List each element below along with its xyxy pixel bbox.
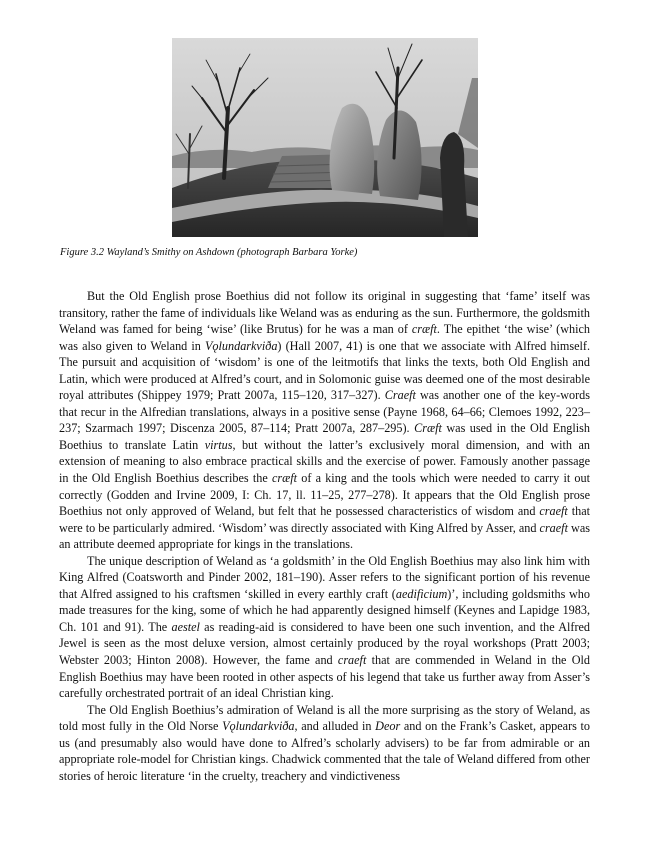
figure-photo — [172, 38, 478, 237]
italic-term: aedificium — [395, 586, 448, 601]
text-run: was an attribute deemed appropriate for kings in the translations. — [59, 520, 590, 552]
italic-term: aestel — [171, 619, 200, 634]
text-run: was used in the Old English Boethius to translate Latin — [59, 421, 591, 452]
text-run: of a king and the tools which were needed to carry it out correctly (Godden and Irvine 2009, I: Ch. 17, ll. 11–25, 277–278). It appears that the Old English prose Boethius not only approved of Weland, but felt that he possessed characteristics of wisdom and — [59, 471, 591, 519]
italic-term: Deor — [375, 719, 401, 734]
text-run: . The epithet ‘the wise’ (which was also given to Weland in — [59, 322, 590, 353]
italic-term: cræft — [271, 471, 298, 486]
text-run: that were to be particularly admired. ‘Wisdom’ was directly associated with King Alfred by Asser, and — [59, 504, 590, 535]
paragraph — [59, 553, 590, 702]
text-run: But the Old English prose Boethius did not follow its original in suggesting that ‘fame’ itself was transitory, rather the fame of individuals like Weland was as enduring as the sun. Furthermore, the goldsmith Weland was famed for being ‘wise’ (like Brutus) for he was a man of — [59, 289, 590, 337]
body-text — [59, 288, 590, 784]
text-run: , and alluded in — [294, 719, 376, 734]
text-run: as reading-aid is considered to have been one such invention, and the Alfred Jewel is seen as the most deluxe version, almost certainly produced by the royal workshops (Pratt 2003; Webster 2003; Hinton 2008). However, the fame and — [59, 619, 591, 668]
figure-caption: Figure 3.2 Wayland’s Smithy on Ashdown (photograph Barbara Yorke) — [60, 247, 358, 258]
text-run: )’, including goldsmiths who made treasures for the king, some of which he had apparently designed himself (Keynes and Lapidge 1983, Ch. 101 and 91). The — [59, 586, 590, 634]
text-run: , but without the latter’s exclusively moral dimension, and with an extension of meaning to also embrace practical skills and the exercise of power. Famously another passage in the Old English Boethius describes the — [59, 437, 590, 486]
italic-term: Craeft — [384, 388, 416, 403]
text-run: The Old English Boethius’s admiration of Weland is all the more surprising as the story of Weland, as told most fully in the Old Norse — [59, 702, 590, 734]
text-run: was another one of the key-words that recur in the Alfredian translations, always in a positive sense (Payne 1968, 64–66; Clemoes 1992, 223–237; Szarmach 1997; Discenza 2005, 87–114; Pratt 2007a, 287–295). — [59, 388, 590, 436]
italic-term: Vǫlundarkviða — [204, 338, 278, 353]
italic-term: craeft — [539, 504, 568, 519]
waylands-smithy-photo — [172, 38, 478, 237]
italic-term: Cræft — [414, 421, 442, 436]
text-run: that are commended in Weland in the Old English Boethius may have been rooted in other aspects of his legend that take us further away from Asser’s carefully orchestrated portrait of an ideal Christian king. — [59, 653, 590, 701]
italic-term: craeft — [337, 653, 367, 668]
text-run: and on the Frank’s Casket, appears to us (and presumably also would have done to Alfred’s scholarly advisers) to be far from admirable or an appropriate role-model for Christian kings. Chadwick commented that the tale of Weland differed from other stories of heroic literature ‘in the cruelty, treachery and vindictiveness — [59, 719, 591, 783]
paragraph — [59, 288, 590, 553]
italic-term: cræft — [411, 322, 437, 337]
italic-term: virtus — [204, 437, 233, 452]
paragraph — [59, 702, 590, 785]
italic-term: craeft — [539, 520, 568, 535]
text-run: ) (Hall 2007, 41) is one that we associate with Alfred himself. The pursuit and acquisition of ‘wisdom’ is one of the leitmotifs that links the texts, both Old English and Latin, which were produced at Alfred’s court, and in Solomonic guise was deemed one of the most desirable royal attributes (Shippey 1979; Pratt 2007a, 115–120, 317–327). — [59, 338, 590, 403]
text-run: The unique description of Weland as ‘a goldsmith’ in the Old English Boethius may also link him with King Alfred (Coatsworth and Pinder 2002, 181–190). Asser refers to the significant portion of his revenue that Alfred assigned to his craftsmen ‘skilled in every earthly craft ( — [59, 553, 590, 601]
italic-term: Vǫlundarkviða — [222, 719, 295, 734]
